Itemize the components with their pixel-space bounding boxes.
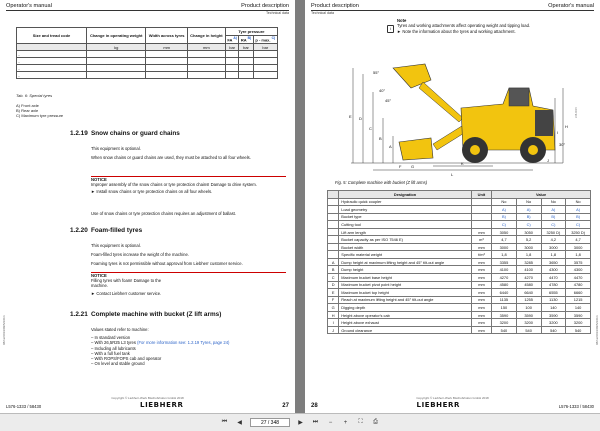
value-cell: 3000: [566, 243, 591, 251]
table-row: [328, 258, 591, 266]
value-cell: 3575: [566, 258, 591, 266]
brand-logo: LIEBHERR: [140, 401, 184, 409]
value-cell: 3590: [566, 311, 591, 319]
page-footer: [311, 401, 594, 409]
note-icon: i: [387, 25, 394, 33]
value-cell: 3200: [566, 319, 591, 327]
value-cell: 3050: [492, 228, 517, 236]
col-width: Width across tyres: [146, 28, 188, 44]
table-cell: F: [328, 296, 339, 304]
value-cell: 3285: [516, 258, 541, 266]
note-box: Note Tyres and working attachments affect operating weight and tipping load. ► Note the information about the tyres and working attachment.: [397, 18, 531, 34]
special-tyres-table: [16, 27, 278, 79]
value-cell: 4300: [566, 266, 591, 274]
value-cell: 4580: [492, 281, 517, 289]
table-cell: Maximum bucket pivot point height: [339, 281, 472, 289]
table-cell: Dump height at maximum lifting height and 45° tilt-out angle: [339, 258, 472, 266]
table-cell: Hydraulic quick coupler: [339, 198, 472, 206]
table-row: [328, 311, 591, 319]
value-cell: A): [566, 206, 591, 214]
table-cell: [328, 243, 339, 251]
value-cell: 6555: [541, 289, 566, 297]
table-cell: Specific material weight: [339, 251, 472, 259]
unit-cell: bar: [225, 44, 239, 51]
table-cell: [328, 213, 339, 221]
table-row: [328, 304, 591, 312]
header-left: Operator's manual: [6, 3, 52, 9]
page-number-input[interactable]: [250, 418, 290, 427]
value-cell: 1,8: [541, 251, 566, 259]
value-cell: C): [516, 221, 541, 229]
col-pressure: Tyre pressure: [225, 28, 277, 36]
table-cell: [328, 228, 339, 236]
copyright: Copyright © Liebherr-Werk Bischofshofen GmbH 2018: [416, 396, 489, 400]
footnote: B) Rear axle: [16, 108, 39, 113]
value-cell: 3200: [516, 319, 541, 327]
footer-code: L576-1333 / 58430: [558, 404, 594, 409]
table-cell: Bucket type: [339, 213, 472, 221]
value-cell: 540: [492, 326, 517, 334]
value-cell: 1130: [541, 296, 566, 304]
zoom-in-button[interactable]: +: [343, 419, 348, 426]
col-designation: Designation: [339, 191, 472, 199]
value-cell: 4100: [492, 266, 517, 274]
table-cell: [328, 198, 339, 206]
value-cell: 540: [541, 326, 566, 334]
table-row: ..: [17, 51, 278, 58]
value-cell: A): [492, 206, 517, 214]
angle-label: 55°: [373, 70, 380, 75]
table-row: [328, 198, 591, 206]
cross-reference-link[interactable]: (For more information see: 1.2.19 Tyres, page 24): [137, 340, 230, 346]
value-cell: No: [541, 198, 566, 206]
value-cell: 3250 D): [566, 228, 591, 236]
dim-label: G: [411, 164, 415, 169]
table-cell: Lift arm length: [339, 228, 472, 236]
col-size: Size and tread code: [17, 28, 87, 44]
table-row: [328, 206, 591, 214]
header-left: Product description: [311, 3, 359, 9]
table-cell: E: [328, 289, 339, 297]
page-footer: [6, 401, 289, 409]
paragraph: When snow chains or guard chains are used, they must be attached to all four wheels.: [91, 155, 251, 160]
value-cell: 4580: [516, 281, 541, 289]
header-right: Product description: [241, 3, 289, 9]
table-cell: Cutting tool: [339, 221, 472, 229]
wheel-loader-diagram: [333, 58, 583, 176]
col-change-height: Change in height: [187, 28, 225, 44]
previous-page-icon[interactable]: ◀: [237, 420, 242, 426]
dim-label: D: [359, 116, 362, 121]
value-cell: 1135: [492, 296, 517, 304]
table-cell: Digging depth: [339, 304, 472, 312]
table-cell: [471, 221, 491, 229]
table-cell: I: [328, 319, 339, 327]
table-cell: [471, 198, 491, 206]
table-row: [328, 251, 591, 259]
value-cell: 3355: [492, 258, 517, 266]
table-cell: mm: [471, 289, 491, 297]
table-cell: Bucket width: [339, 243, 472, 251]
table-cell: [328, 206, 339, 214]
first-page-icon[interactable]: ⏮: [221, 419, 228, 425]
paragraph: This equipment is optional.: [91, 243, 141, 248]
value-cell: B): [516, 213, 541, 221]
table-cell: t/m³: [471, 251, 491, 259]
notice-box: NOTICE Improper assembly of the snow chains or tyre protection chains! Damage to drive system. ► Install snow chains or tyre protection chains on all four wheels.: [91, 176, 286, 195]
side-code: 08/12/2019/09/5/2/Dm: [595, 315, 599, 345]
value-cell: 4,7: [566, 236, 591, 244]
table-cell: mm: [471, 258, 491, 266]
value-cell: 3650: [541, 258, 566, 266]
col-unit: Unit: [471, 191, 491, 199]
paragraph: Values stated refer to machine:: [91, 327, 149, 332]
value-cell: 3000: [516, 243, 541, 251]
value-cell: A): [541, 206, 566, 214]
table-row: [328, 266, 591, 274]
value-cell: 3200: [541, 319, 566, 327]
dim-label: E: [349, 114, 352, 119]
value-cell: 140: [566, 304, 591, 312]
table-cell: mm: [471, 274, 491, 282]
table-cell: mm: [471, 228, 491, 236]
viewer-toolbar: [0, 413, 600, 431]
value-cell: 540: [566, 326, 591, 334]
footer-code: L576-1333 / 58430: [6, 404, 42, 409]
header-sub: Technical data: [266, 11, 289, 15]
value-cell: 6640: [516, 289, 541, 297]
table-row: [328, 289, 591, 297]
header-sub: Technical data: [311, 11, 334, 15]
table-cell: mm: [471, 243, 491, 251]
paragraph: This equipment is optional.: [91, 146, 141, 151]
page-28: [305, 0, 600, 413]
dim-label: H: [565, 124, 568, 129]
value-cell: 3590: [516, 311, 541, 319]
table-cell: Ground clearance: [339, 326, 472, 334]
value-cell: 140: [541, 304, 566, 312]
table-cell: Maximum bucket top height: [339, 289, 472, 297]
table-row: [328, 213, 591, 221]
value-cell: 4300: [541, 266, 566, 274]
header-right: Operator's manual: [548, 3, 594, 9]
table-cell: Reach at maximum lifting height and 45° tilt-out angle: [339, 296, 472, 304]
value-cell: 4,7: [492, 236, 517, 244]
side-code: 08/12/2019/09/5/2/Dm: [2, 315, 6, 345]
table-cell: mm: [471, 326, 491, 334]
value-cell: B): [541, 213, 566, 221]
table-row: [328, 326, 591, 334]
footnote: A) Front axle: [16, 103, 39, 108]
zoom-out-button[interactable]: −: [328, 419, 333, 426]
page-number: 28: [311, 403, 318, 409]
figure-code: L56.0015: [575, 107, 578, 118]
value-cell: C): [566, 221, 591, 229]
value-cell: No: [516, 198, 541, 206]
page-27: Operator's manual Product description Technical data Size and tread code Change in operating weight Width across tyres Change in height Tyre pressure FA $^{A)}$ RA $^{B)}$ p - max. $^{C)}$ kg mm mm bar bar bar .. .. .. .. Tab. 6: Special tyres A) Front axle B) Rear axle C) Maximum tyre pressure 1.2.19 Snow chains or guard chains This equipment is optional. When snow chains or guard chains are used, they must be attached to all four wheels. NOTICE Improper assembly of the snow chains or tyre protection chains! Damage to drive system. ► Install snow chains or tyre protection chains on all four wheels. Use of snow chains or tyre protection chains requires an adjustment of ballast. 1.2.20 Foam-filled tyres This equipment is optional. Foam-filled tyres increase the weight of the machine. Foaming tyres is not permissible without approval from Liebherr customer service. NOTICE Filling tyres with foam! Damage to the machine. ► Contact Liebherr customer service. 1.2.21 Complete machine with bucket (Z lift arms) Values stated refer to machine: – In standard version – With 26,5R25 L3 tyres (For more information see: 1.2.19 Tyres, page 24) – Including all lubricants – With a full fuel tank – With ROPS/FOPS cab and operator – On level and stable ground 08/12/2019/09/5/2/Dm Copyright © Liebherr-Werk Bischofshofen GmbH 2018 L576-1333 / 58430 LIEBHERR 27: [0, 0, 295, 413]
bullet-list: – In standard version – With 26,5R25 L3 tyres (For more information see: 1.2.19 Tyres, page 24) – Including all lubricants – With a full fuel tank – With ROPS/FOPS cab and operator – On level and stable ground: [91, 335, 230, 367]
footnote: C) Maximum tyre pressure: [16, 113, 64, 118]
paragraph: Use of snow chains or tyre protection chains requires an adjustment of ballast.: [91, 211, 237, 216]
angle-label: 45°: [385, 98, 392, 103]
table-cell: mm: [471, 304, 491, 312]
unit-cell: mm: [187, 44, 225, 51]
table-row: ..: [17, 65, 278, 72]
table-cell: [471, 206, 491, 214]
table-cell: J: [328, 326, 339, 334]
notice-box: NOTICE Filling tyres with foam! Damage to the machine. ► Contact Liebherr customer service.: [91, 272, 286, 296]
table-cell: mm: [471, 281, 491, 289]
table-cell: Maximum bucket base height: [339, 274, 472, 282]
value-cell: No: [566, 198, 591, 206]
table-row: [328, 296, 591, 304]
value-cell: No: [492, 198, 517, 206]
dim-label: I: [557, 130, 559, 135]
table-cell: [328, 251, 339, 259]
table-cell: D: [328, 281, 339, 289]
value-cell: 3000: [541, 243, 566, 251]
value-cell: 4470: [541, 274, 566, 282]
value-cell: 3000: [492, 243, 517, 251]
value-cell: 3590: [492, 311, 517, 319]
value-cell: 540: [516, 326, 541, 334]
angle-label: 30°: [559, 142, 566, 147]
table-caption: Tab. 6: Special tyres: [16, 93, 53, 98]
value-cell: 4,2: [541, 236, 566, 244]
copyright: Copyright © Liebherr-Werk Bischofshofen GmbH 2018: [111, 396, 184, 400]
value-cell: 1,8: [516, 251, 541, 259]
value-cell: 1255: [516, 296, 541, 304]
table-cell: Height above exhaust: [339, 319, 472, 327]
value-cell: 4100: [516, 266, 541, 274]
dim-label: L: [451, 172, 454, 176]
page-header: [311, 3, 594, 9]
unit-cell: kg: [87, 44, 146, 51]
paragraph: Foam-filled tyres increase the weight of the machine.: [91, 252, 189, 257]
unit-cell: mm: [146, 44, 188, 51]
value-cell: 1215: [566, 296, 591, 304]
value-cell: 6660: [566, 289, 591, 297]
table-cell: mm: [471, 311, 491, 319]
paragraph: Foaming tyres is not permissible without approval from Liebherr customer service.: [91, 261, 243, 266]
table-row: ..: [17, 58, 278, 65]
dim-label: B: [379, 136, 382, 141]
value-cell: 4780: [541, 281, 566, 289]
table-row: ..: [17, 72, 278, 79]
col-value: Value: [492, 191, 591, 199]
table-row: [328, 243, 591, 251]
value-cell: 1,8: [492, 251, 517, 259]
value-cell: 1,8: [566, 251, 591, 259]
table-cell: m³: [471, 236, 491, 244]
next-page-icon[interactable]: ▶: [298, 420, 303, 426]
value-cell: 5,2: [516, 236, 541, 244]
table-cell: Load geometry: [339, 206, 472, 214]
value-cell: 3050: [516, 228, 541, 236]
table-cell: Dump height: [339, 266, 472, 274]
page-number: 27: [282, 403, 289, 409]
value-cell: B): [566, 213, 591, 221]
value-cell: 3200: [492, 319, 517, 327]
angle-label: 40°: [379, 88, 386, 93]
dim-label: J: [547, 158, 549, 163]
print-icon[interactable]: ⎙: [373, 419, 378, 425]
value-cell: 150: [492, 304, 517, 312]
fit-page-icon[interactable]: ⛶: [358, 419, 363, 425]
value-cell: 3590: [541, 311, 566, 319]
value-cell: C): [492, 221, 517, 229]
table-cell: Height above operator's cab: [339, 311, 472, 319]
table-cell: [471, 213, 491, 221]
value-cell: 4270: [492, 274, 517, 282]
dim-label: K: [461, 161, 464, 166]
sub-ra: RA $^{B)}$: [240, 36, 252, 43]
value-cell: 4470: [566, 274, 591, 282]
table-cell: C: [328, 274, 339, 282]
sub-pmax: p - max. $^{C)}$: [253, 35, 277, 43]
unit-cell: bar: [239, 44, 253, 51]
value-cell: 3250 D): [541, 228, 566, 236]
value-cell: 4270: [516, 274, 541, 282]
value-cell: A): [516, 206, 541, 214]
table-row: [328, 281, 591, 289]
table-cell: H: [328, 311, 339, 319]
table-cell: [328, 236, 339, 244]
table-cell: [328, 221, 339, 229]
page-header: [6, 3, 289, 9]
last-page-icon[interactable]: ⏭: [312, 419, 319, 425]
table-cell: B: [328, 266, 339, 274]
dim-label: A: [389, 144, 392, 149]
table-cell: A: [328, 258, 339, 266]
value-cell: 4780: [566, 281, 591, 289]
table-cell: mm: [471, 319, 491, 327]
table-row: [328, 236, 591, 244]
table-cell: Bucket capacity as per ISO 7546 E): [339, 236, 472, 244]
machine-spec-table: [327, 190, 591, 334]
table-cell: mm: [471, 296, 491, 304]
value-cell: C): [541, 221, 566, 229]
col-change-weight: Change in operating weight: [87, 28, 146, 44]
table-row: [328, 228, 591, 236]
sub-fa: FA $^{A)}$: [227, 36, 237, 43]
dim-label: C: [369, 126, 372, 131]
table-cell: mm: [471, 266, 491, 274]
table-row: [328, 221, 591, 229]
value-cell: 100: [516, 304, 541, 312]
figure-caption: Fig. 5: Complete machine with bucket (Z lift arms): [335, 180, 428, 185]
value-cell: B): [492, 213, 517, 221]
dim-label: F: [399, 164, 402, 169]
table-cell: G: [328, 304, 339, 312]
brand-logo: LIEBHERR: [416, 401, 460, 409]
unit-cell: bar: [253, 44, 277, 51]
table-row: [328, 274, 591, 282]
table-row: [328, 319, 591, 327]
value-cell: 6440: [492, 289, 517, 297]
